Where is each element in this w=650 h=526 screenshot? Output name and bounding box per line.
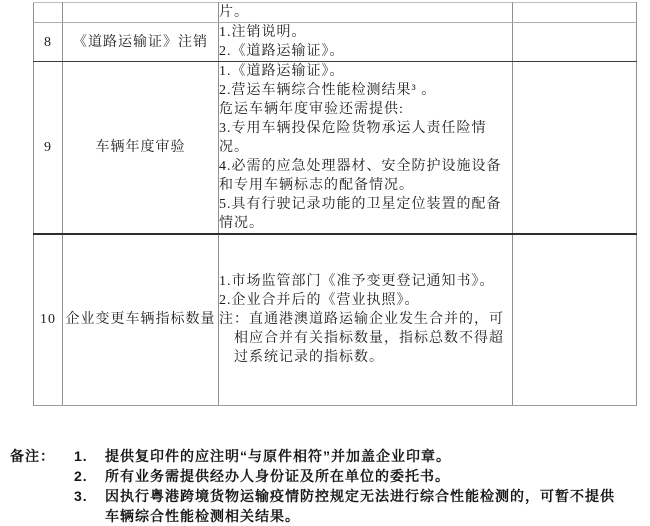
row-9-item-cell: 车辆年度审验 <box>63 62 219 235</box>
remark-text: 提供复印件的应注明“与原件相符”并加盖企业印章。 <box>105 448 451 464</box>
row-8-extra-cell <box>513 23 637 62</box>
materials-line: 5.具有行驶记录功能的卫星定位装置的配备情况。 <box>219 197 502 231</box>
remark-number: 1. <box>74 448 88 464</box>
materials-line: 2.营运车辆综合性能检测结果³ 。 <box>219 83 437 98</box>
row-9-number-cell: 9 <box>34 62 63 235</box>
row-10-number-cell: 10 <box>34 234 63 405</box>
row-8-materials-cell <box>219 23 513 62</box>
materials-line: 1.注销说明。 <box>219 25 307 40</box>
remark-text: 所有业务需提供经办人身份证及所在单位的委托书。 <box>105 468 450 484</box>
row-9-materials-cell <box>219 62 513 235</box>
row-10-item-cell: 企业变更车辆指标数量 <box>63 234 219 405</box>
materials-line: 危运车辆年度审验还需提供: <box>219 102 404 117</box>
remark-text: 因执行粤港跨境货物运输疫情防控规定无法进行综合性能检测的，可暂不提供车辆综合性能检测相关结果。 <box>105 488 615 524</box>
row-9-extra-cell <box>513 62 637 235</box>
procedures-table <box>33 2 637 406</box>
table-row-10 <box>34 234 637 405</box>
remark-item <box>74 466 642 486</box>
remark-item <box>74 486 642 526</box>
materials-line: 1.市场监管部门《准予变更登记通知书》。 <box>219 274 495 290</box>
continuation-materials-cell <box>219 3 513 23</box>
table-row-8 <box>34 23 637 62</box>
materials-line: 2.《道路运输证》。 <box>219 44 345 59</box>
materials-line: 2.企业合并后的《营业执照》。 <box>219 293 420 309</box>
materials-note-line: 注：直通港澳道路运输企业发生合并的，可相应合并有关指标数量，指标总数不得超过系统记录的指标数。 <box>219 312 504 366</box>
row-10-extra-cell <box>513 234 637 405</box>
remarks-label: 备注： <box>10 448 55 464</box>
remark-number: 3. <box>74 488 88 504</box>
materials-line: 片。 <box>219 5 249 20</box>
continuation-number-cell <box>34 3 63 23</box>
materials-line: 1.《道路运输证》。 <box>219 64 345 79</box>
remark-item <box>74 446 642 466</box>
continuation-extra-cell <box>513 3 637 23</box>
continuation-item-cell <box>63 3 219 23</box>
row-8-number-cell: 8 <box>34 23 63 62</box>
remark-number: 2. <box>74 468 88 484</box>
remarks-section <box>10 446 642 526</box>
row-10-materials-cell <box>219 234 513 405</box>
row-8-item-cell: 《道路运输证》注销 <box>63 23 219 62</box>
materials-line: 4.必需的应急处理器材、安全防护设施设备和专用车辆标志的配备情况。 <box>219 159 502 193</box>
table-row-9 <box>34 62 637 235</box>
table-row-continuation <box>34 3 637 23</box>
materials-line: 3.专用车辆投保危险货物承运人责任险情况。 <box>219 121 487 155</box>
remarks-list <box>74 446 642 526</box>
